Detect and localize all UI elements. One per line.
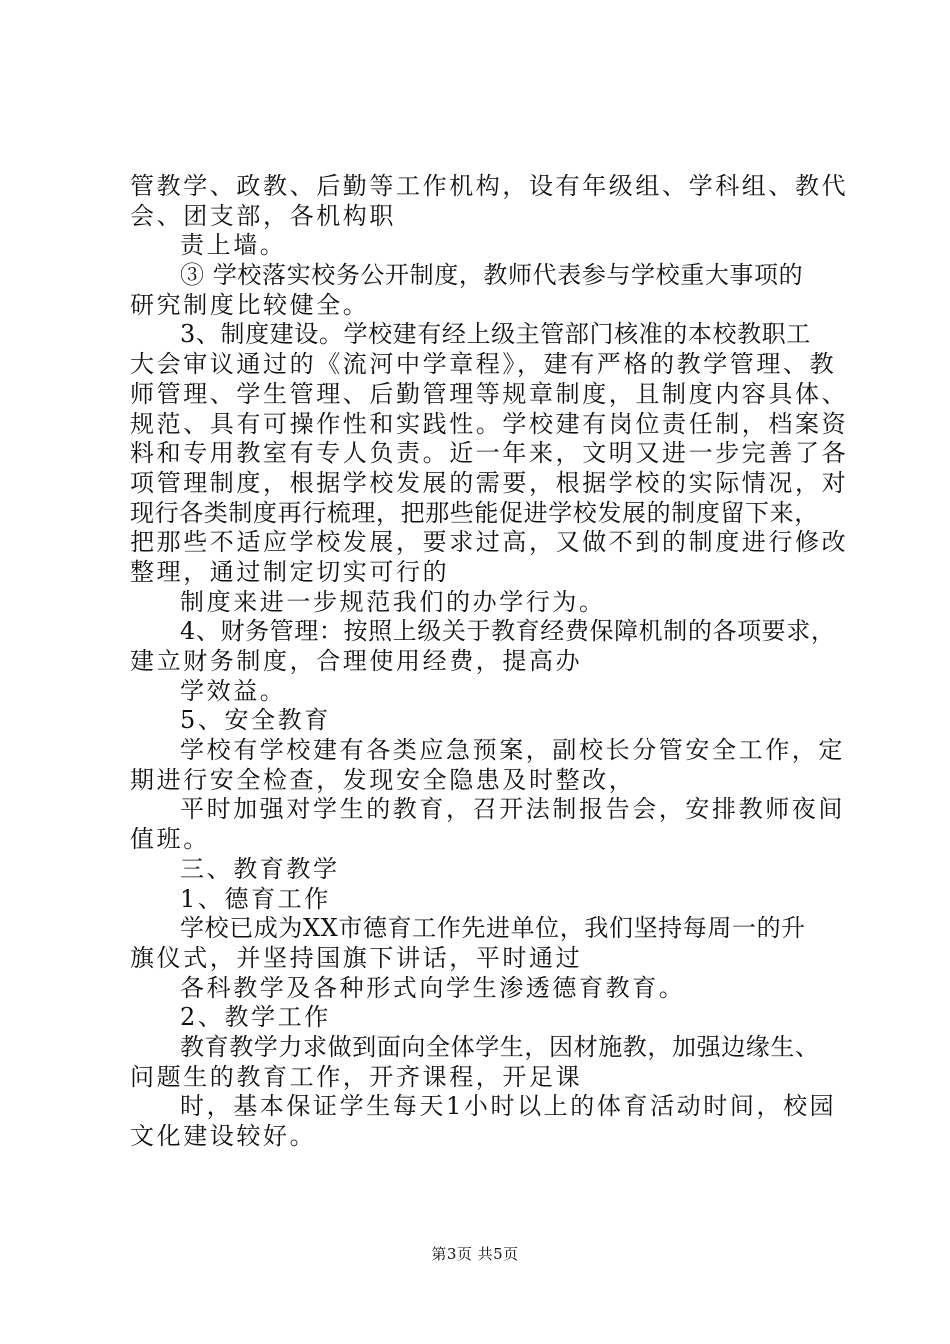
body-line: 问题生的教育工作，开齐课程，开足课 — [130, 1062, 583, 1091]
body-line: 平时加强对学生的教育，召开法制报告会，安排教师夜间 — [180, 795, 845, 824]
body-line: ③ 学校落实校务公开制度，教师代表参与学校重大事项的 — [180, 261, 804, 290]
body-line: 现行各类制度再行梳理，把那些能促进学校发展的制度留下来， — [130, 498, 819, 527]
document-body — [130, 172, 849, 1152]
body-line: 研究制度比较健全。 — [130, 290, 370, 319]
subsection-heading: 1、德育工作 — [180, 884, 331, 913]
body-line: 期进行安全检查，发现安全隐患及时整改， — [130, 765, 636, 794]
body-line: 项管理制度，根据学校发展的需要，根据学校的实际情况，对 — [130, 468, 849, 497]
body-line: 值班。 — [130, 825, 210, 854]
body-line: 把那些不适应学校发展，要求过高，又做不到的制度进行修改 — [130, 528, 849, 557]
body-line: 教育教学力求做到面向全体学生，因材施教，加强边缘生、 — [180, 1032, 820, 1061]
subsection-heading: 2、教学工作 — [180, 1003, 331, 1032]
body-line: 大会审议通过的《流河中学章程》，建有严格的教学管理、教 — [130, 350, 837, 379]
body-line: 师管理、学生管理、后勤管理等规章制度，且制度内容具体、 — [130, 379, 849, 408]
body-line: 旗仪式，并坚持国旗下讲话，平时通过 — [130, 943, 583, 972]
body-line: 5、安全教育 — [180, 706, 331, 735]
body-line: 时，基本保证学生每天1小时以上的体育活动时间，校园 — [180, 1092, 837, 1121]
body-line: 3、制度建设。学校建有经上级主管部门核准的本校教职工 — [180, 320, 811, 349]
body-line: 各科教学及各种形式向学生渗透德育教育。 — [180, 973, 686, 1002]
body-line: 学校已成为XX市德育工作先进单位，我们坚持每周一的升 — [180, 914, 806, 943]
body-line: 管教学、政教、后勤等工作机构，设有年级组、学科组、教代 — [130, 172, 849, 200]
body-line: 文化建设较好。 — [130, 1122, 317, 1150]
body-line: 建立财务制度，合理使用经费，提高办 — [130, 647, 583, 675]
body-line: 会、团支部，各机构职 — [130, 201, 396, 230]
body-line: 学校有学校建有各类应急预案，副校长分管安全工作，定 — [180, 736, 845, 765]
body-line: 制度来进一步规范我们的办学行为。 — [180, 587, 606, 616]
body-line: 责上墙。 — [180, 231, 287, 260]
body-line: 学效益。 — [180, 676, 287, 705]
body-line: 整理，通过制定切实可行的 — [130, 557, 450, 586]
body-line: 4、财务管理：按照上级关于教育经费保障机制的各项要求， — [180, 617, 836, 646]
body-line: 规范、具有可操作性和实践性。学校建有岗位责任制，档案资 — [130, 409, 849, 438]
body-line: 料和专用教室有专人负责。近一年来，文明又进一步完善了各 — [130, 439, 849, 468]
section-heading: 三、教育教学 — [180, 854, 340, 883]
page-number-footer: 第3页 共5页 — [431, 1245, 519, 1263]
